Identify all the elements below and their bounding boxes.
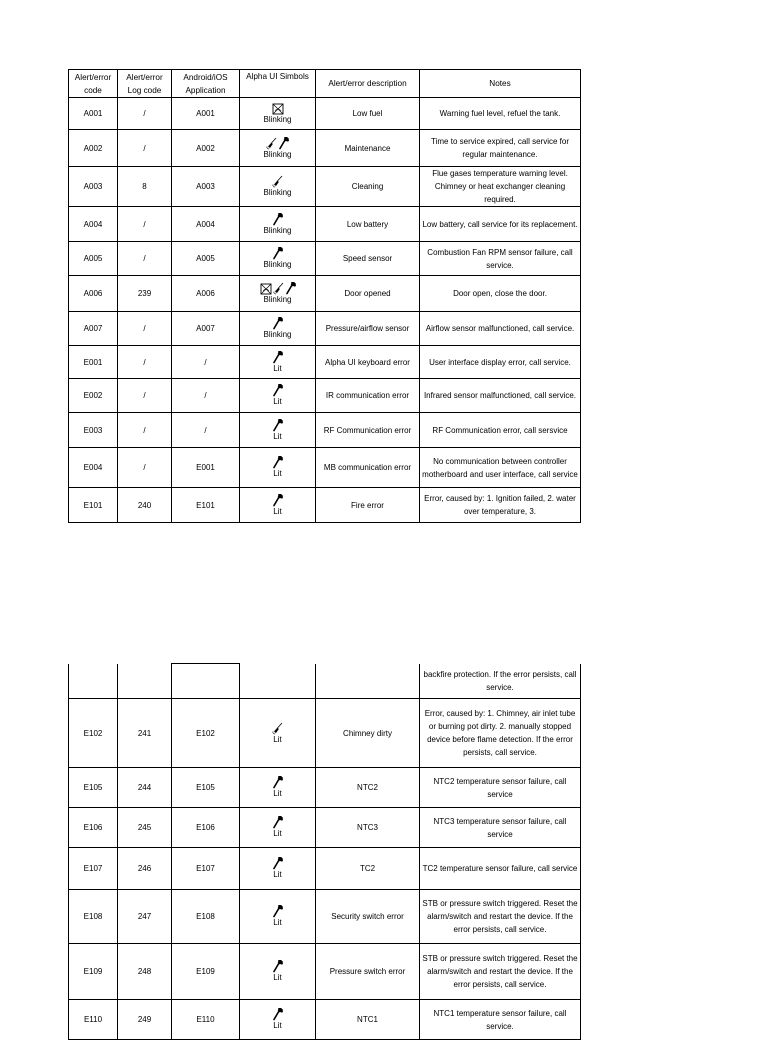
table-row	[69, 448, 581, 488]
cell-description: MB communication error	[316, 448, 420, 488]
table-row	[69, 167, 581, 207]
cell-notes: Airflow sensor malfunctioned, call service.	[420, 312, 581, 346]
cell-description: Chimney dirty	[316, 699, 420, 768]
cell-notes: Door open, close the door.	[420, 276, 581, 312]
cell-description: Low fuel	[316, 98, 420, 130]
cell-symbols	[240, 488, 316, 523]
brush-icon	[266, 137, 277, 150]
brush-icon	[273, 282, 284, 295]
cell-symbols	[240, 98, 316, 130]
cell-symbols	[240, 207, 316, 242]
cell-notes: STB or pressure switch triggered. Reset the alarm/switch and restart the device. If the error persists, call service.	[420, 890, 581, 944]
wrench-icon	[272, 317, 283, 330]
wrench-icon	[272, 384, 283, 397]
table-row	[69, 848, 581, 890]
table-row	[69, 276, 581, 312]
cell-symbols	[240, 276, 316, 312]
cell-notes: NTC3 temperature sensor failure, call service	[420, 808, 581, 848]
cell-description: Alpha UI keyboard error	[316, 346, 420, 379]
cell-log-code: 245	[118, 808, 172, 848]
cell-symbols	[240, 379, 316, 413]
header-notes: Notes	[420, 70, 581, 98]
wrench-icon	[272, 456, 283, 469]
fuel-icon	[272, 103, 284, 115]
cell-app-code: E105	[172, 768, 240, 808]
wrench-icon	[272, 419, 283, 432]
symbol-state: Lit	[273, 870, 282, 879]
cell-code: A001	[69, 98, 118, 130]
table-row	[69, 413, 581, 448]
cell-symbols	[240, 413, 316, 448]
wrench-icon	[272, 960, 283, 973]
cell-description: RF Communication error	[316, 413, 420, 448]
cell-app-code: E109	[172, 944, 240, 1000]
cell-log-code: /	[118, 379, 172, 413]
cell-notes: TC2 temperature sensor failure, call service	[420, 848, 581, 890]
cell-code: E109	[69, 944, 118, 1000]
cell-code: E003	[69, 413, 118, 448]
wrench-icon	[272, 1008, 283, 1021]
cell-empty	[316, 664, 420, 699]
cell-log-code: 246	[118, 848, 172, 890]
cell-notes: NTC1 temperature sensor failure, call service.	[420, 1000, 581, 1040]
table-row	[69, 890, 581, 944]
cell-app-code: A002	[172, 130, 240, 167]
wrench-icon	[272, 494, 283, 507]
cell-description: Cleaning	[316, 167, 420, 207]
cell-notes: User interface display error, call service.	[420, 346, 581, 379]
cell-symbols	[240, 944, 316, 1000]
cell-description: TC2	[316, 848, 420, 890]
cell-notes: Combustion Fan RPM sensor failure, call service.	[420, 242, 581, 276]
cell-app-code: A006	[172, 276, 240, 312]
cell-description: Speed sensor	[316, 242, 420, 276]
cell-description: IR communication error	[316, 379, 420, 413]
cell-notes: NTC2 temperature sensor failure, call service	[420, 768, 581, 808]
cell-log-code: /	[118, 312, 172, 346]
brush-icon	[272, 722, 283, 735]
table-row	[69, 346, 581, 379]
cell-notes: STB or pressure switch triggered. Reset the alarm/switch and restart the device. If the error persists, call service.	[420, 944, 581, 1000]
wrench-icon	[278, 137, 289, 150]
cell-app-code: E110	[172, 1000, 240, 1040]
cell-notes: Error, caused by: 1. Ignition failed, 2. water over temperature, 3.	[420, 488, 581, 523]
symbol-state: Lit	[273, 789, 282, 798]
symbol-state: Blinking	[263, 225, 292, 235]
symbol-state: Blinking	[263, 149, 292, 159]
symbol-state: Lit	[273, 469, 282, 478]
cell-notes: Error, caused by: 1. Chimney, air inlet tube or burning pot dirty. 2. manually stopped device before flame detection. If the error persists, call service.	[420, 699, 581, 768]
symbol-state: Blinking	[263, 295, 292, 304]
cell-empty	[172, 664, 240, 699]
cell-app-code: E107	[172, 848, 240, 890]
cell-app-code: A005	[172, 242, 240, 276]
cell-code: A002	[69, 130, 118, 167]
cell-code: A005	[69, 242, 118, 276]
table-row	[69, 699, 581, 768]
cell-description: Pressure switch error	[316, 944, 420, 1000]
cell-log-code: 247	[118, 890, 172, 944]
wrench-icon	[272, 247, 283, 260]
cell-log-code: /	[118, 98, 172, 130]
cell-symbols	[240, 1000, 316, 1040]
cell-description: Low battery	[316, 207, 420, 242]
cell-log-code: /	[118, 413, 172, 448]
cell-app-code: E001	[172, 448, 240, 488]
cell-notes: Infrared sensor malfunctioned, call service.	[420, 379, 581, 413]
wrench-icon	[272, 776, 283, 789]
cell-notes: RF Communication error, call sersvice	[420, 413, 581, 448]
cell-description: NTC1	[316, 1000, 420, 1040]
wrench-icon	[272, 213, 283, 226]
symbol-state: Lit	[273, 431, 282, 441]
cell-app-code: E106	[172, 808, 240, 848]
symbol-state: Blinking	[263, 188, 292, 197]
cell-app-code: /	[172, 346, 240, 379]
cell-description: Fire error	[316, 488, 420, 523]
cell-app-code: A003	[172, 167, 240, 207]
cell-description: Pressure/airflow sensor	[316, 312, 420, 346]
cell-symbols	[240, 242, 316, 276]
header-log-code: Alert/error Log code	[118, 70, 172, 98]
cell-description: NTC2	[316, 768, 420, 808]
table-row-continuation	[69, 664, 581, 699]
symbol-state: Lit	[273, 829, 282, 838]
header-app: Android/iOS Application	[172, 70, 240, 98]
symbol-state: Lit	[273, 363, 282, 373]
cell-log-code: 8	[118, 167, 172, 207]
cell-description: Door opened	[316, 276, 420, 312]
cell-symbols	[240, 167, 316, 207]
cell-app-code: E101	[172, 488, 240, 523]
cell-app-code: E102	[172, 699, 240, 768]
cell-symbols	[240, 130, 316, 167]
symbol-state: Lit	[273, 1021, 282, 1030]
symbol-state: Blinking	[263, 115, 292, 124]
cell-description: NTC3	[316, 808, 420, 848]
cell-notes: Low battery, call service for its replacement.	[420, 207, 581, 242]
cell-log-code: 248	[118, 944, 172, 1000]
cell-code: E106	[69, 808, 118, 848]
table-row	[69, 207, 581, 242]
brush-icon	[272, 175, 283, 188]
header-symbols: Alpha UI Simbols	[240, 70, 316, 98]
cell-empty	[240, 664, 316, 699]
cell-empty	[118, 664, 172, 699]
symbol-state: Lit	[273, 506, 282, 516]
cell-log-code: 239	[118, 276, 172, 312]
cell-symbols	[240, 312, 316, 346]
cell-code: A006	[69, 276, 118, 312]
cell-symbols	[240, 768, 316, 808]
alert-error-table	[68, 69, 581, 523]
wrench-icon	[272, 351, 283, 364]
cell-log-code: 244	[118, 768, 172, 808]
cell-log-code: /	[118, 242, 172, 276]
table-row	[69, 944, 581, 1000]
cell-notes: No communication between controller motherboard and user interface, call service	[420, 448, 581, 488]
cell-code: A007	[69, 312, 118, 346]
cell-code: E002	[69, 379, 118, 413]
table-row	[69, 808, 581, 848]
cell-app-code: /	[172, 379, 240, 413]
cell-code: E001	[69, 346, 118, 379]
cell-notes: backfire protection. If the error persists, call service.	[420, 664, 581, 699]
cell-symbols	[240, 699, 316, 768]
cell-app-code: A001	[172, 98, 240, 130]
table-row	[69, 1000, 581, 1040]
cell-description: Maintenance	[316, 130, 420, 167]
header-code: Alert/error code	[69, 70, 118, 98]
cell-code: E108	[69, 890, 118, 944]
cell-description: Security switch error	[316, 890, 420, 944]
table-row	[69, 768, 581, 808]
cell-code: E110	[69, 1000, 118, 1040]
cell-empty	[69, 664, 118, 699]
symbol-state: Lit	[273, 918, 282, 927]
cell-log-code: 241	[118, 699, 172, 768]
wrench-icon	[272, 816, 283, 829]
symbol-state: Lit	[273, 397, 282, 406]
wrench-icon	[272, 857, 283, 870]
cell-app-code: A007	[172, 312, 240, 346]
cell-code: E004	[69, 448, 118, 488]
cell-symbols	[240, 890, 316, 944]
wrench-icon	[272, 905, 283, 918]
cell-log-code: /	[118, 207, 172, 242]
fuel-icon	[260, 283, 272, 295]
cell-code: A003	[69, 167, 118, 207]
cell-app-code: E108	[172, 890, 240, 944]
cell-code: E102	[69, 699, 118, 768]
cell-symbols	[240, 346, 316, 379]
cell-code: E105	[69, 768, 118, 808]
table-row	[69, 312, 581, 346]
symbol-state: Lit	[273, 973, 282, 982]
cell-log-code: /	[118, 448, 172, 488]
cell-notes: Time to service expired, call service for regular maintenance.	[420, 130, 581, 167]
cell-code: E107	[69, 848, 118, 890]
symbol-state: Blinking	[263, 330, 292, 339]
cell-notes: Flue gases temperature warning level. Chimney or heat exchanger cleaning required.	[420, 167, 581, 207]
table-row	[69, 488, 581, 523]
cell-code: E101	[69, 488, 118, 523]
cell-log-code: /	[118, 130, 172, 167]
table-row	[69, 242, 581, 276]
table-row	[69, 130, 581, 167]
header-description: Alert/error description	[316, 70, 420, 98]
wrench-icon	[285, 282, 296, 295]
cell-symbols	[240, 848, 316, 890]
table-row	[69, 379, 581, 413]
cell-log-code: 240	[118, 488, 172, 523]
symbol-state: Blinking	[263, 260, 292, 269]
alert-error-table-continued	[68, 663, 581, 1040]
cell-symbols	[240, 448, 316, 488]
cell-app-code: A004	[172, 207, 240, 242]
cell-symbols	[240, 808, 316, 848]
cell-log-code: 249	[118, 1000, 172, 1040]
cell-notes: Warning fuel level, refuel the tank.	[420, 98, 581, 130]
symbol-state: Lit	[273, 734, 282, 744]
cell-app-code: /	[172, 413, 240, 448]
cell-log-code: /	[118, 346, 172, 379]
table-row	[69, 98, 581, 130]
cell-code: A004	[69, 207, 118, 242]
